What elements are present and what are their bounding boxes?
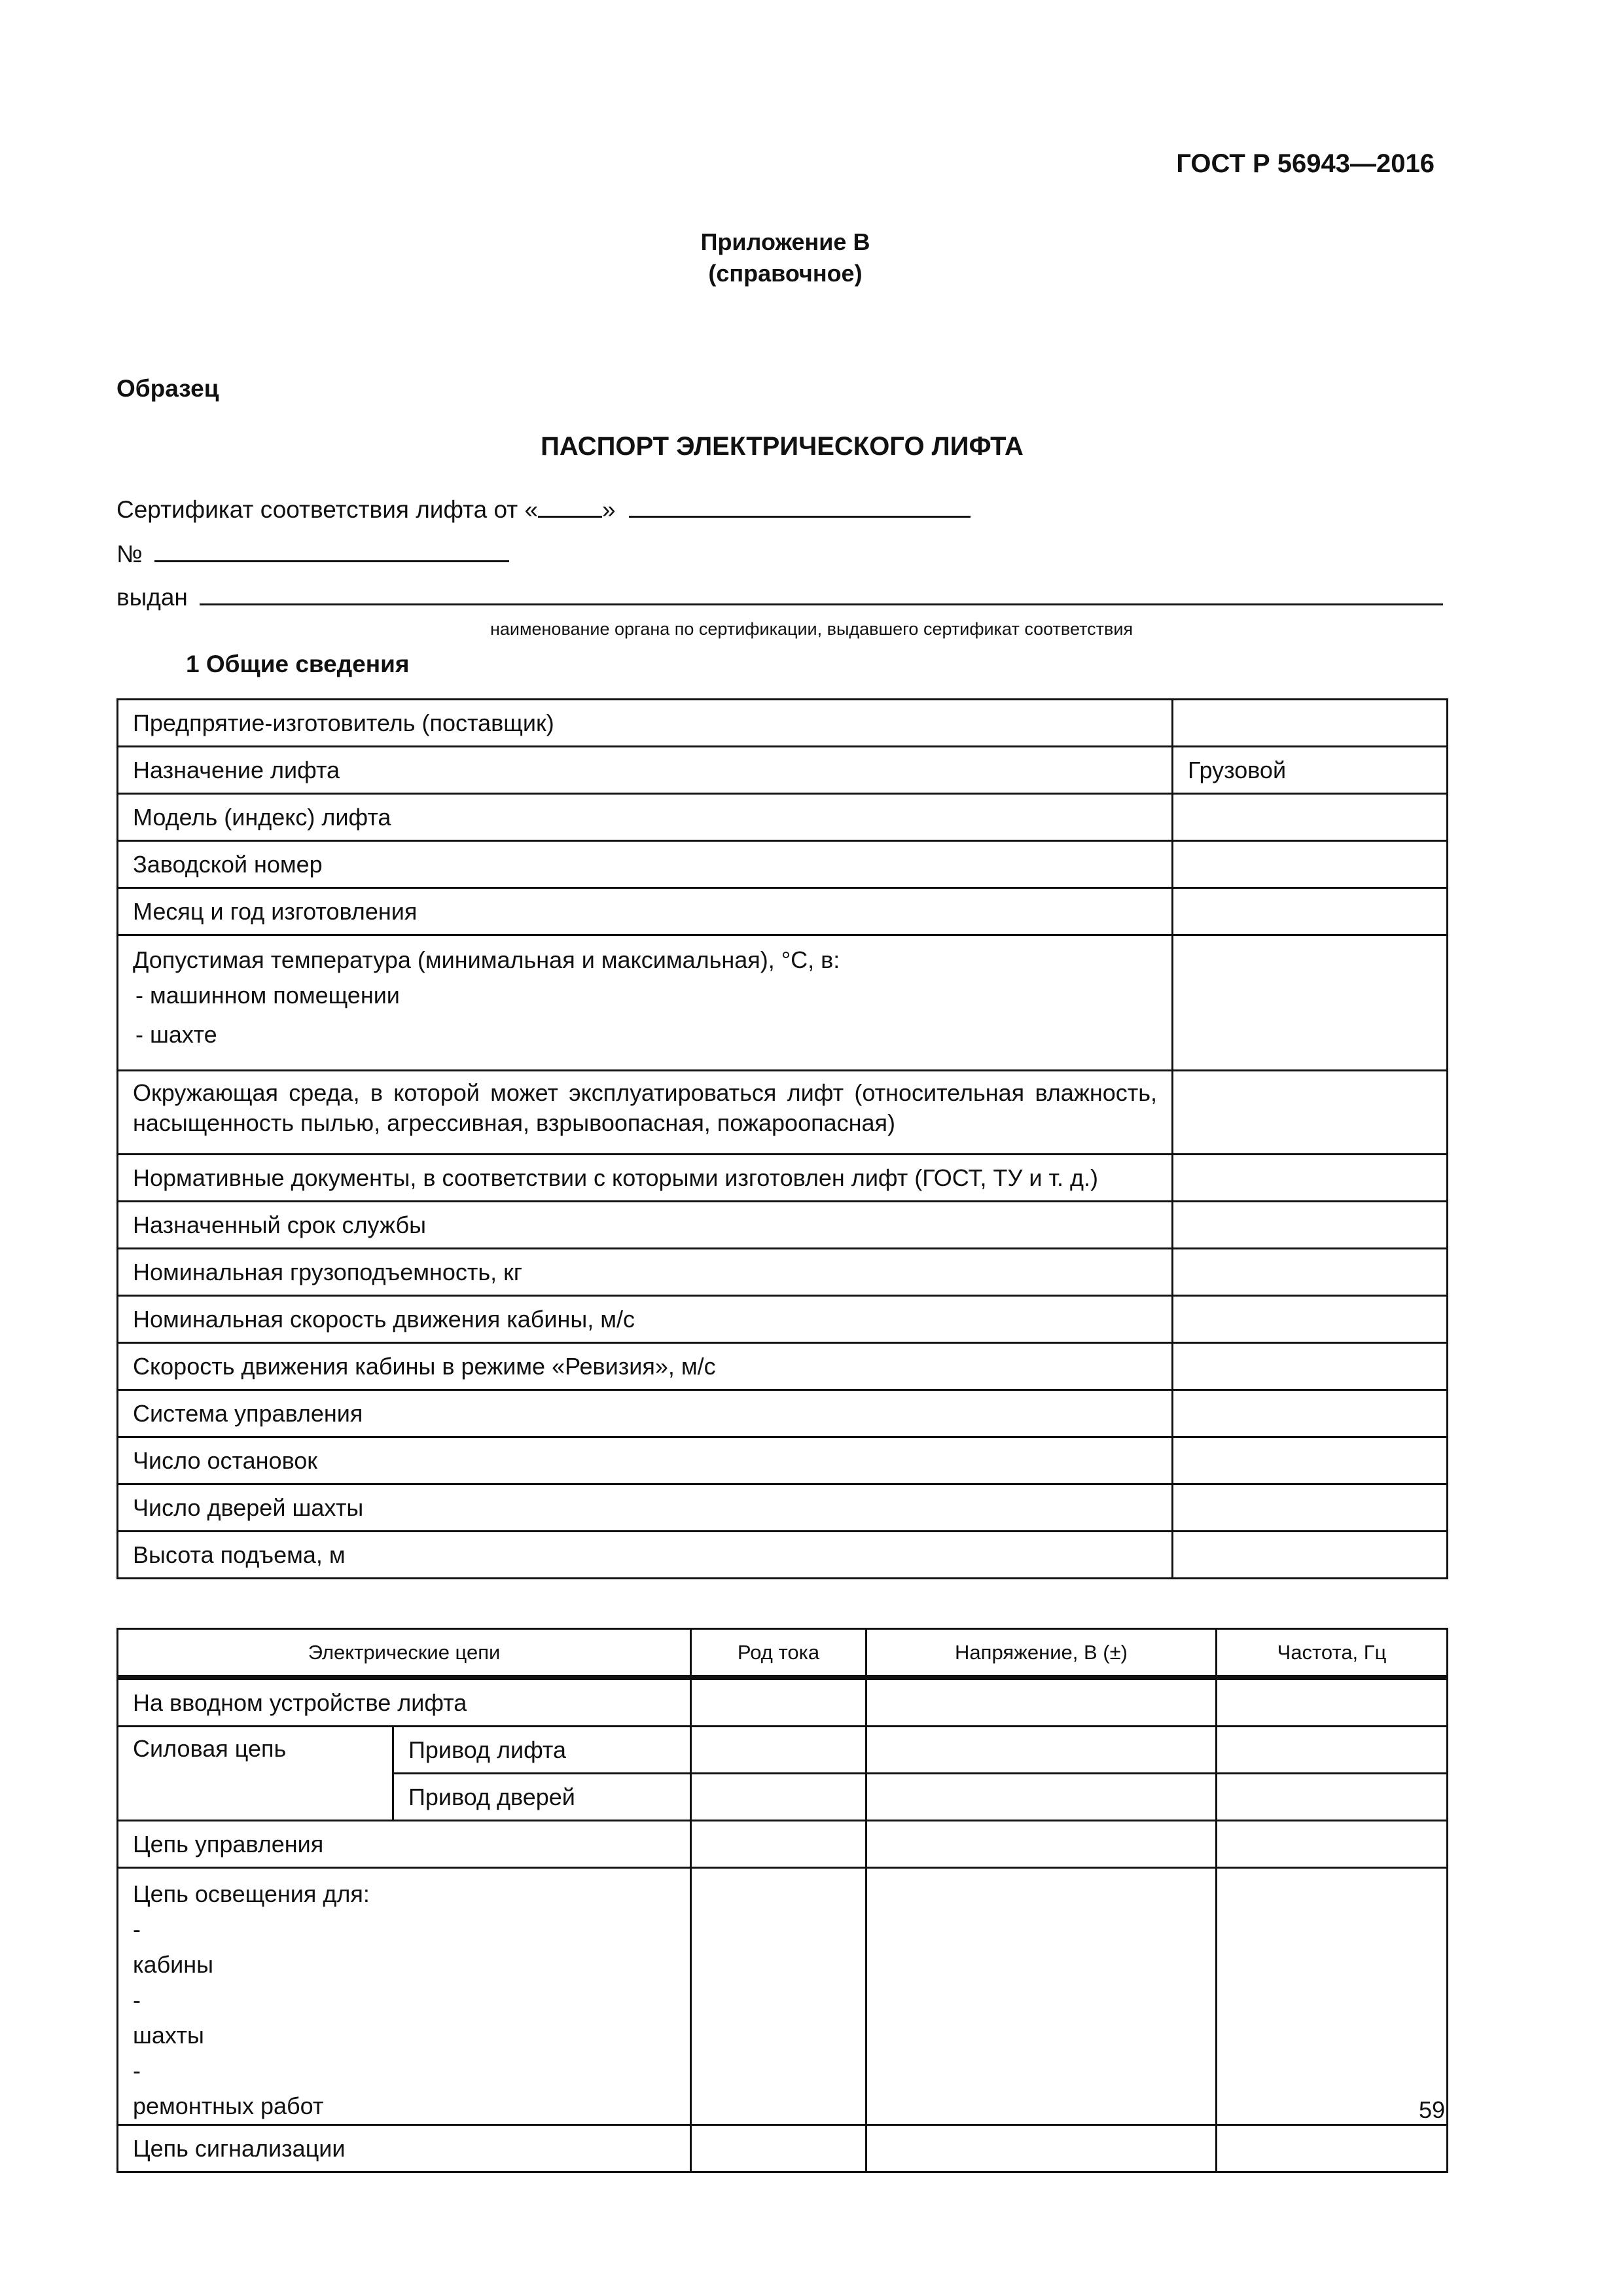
drive-lift-label: Привод лифта	[393, 1727, 691, 1774]
row-label	[118, 935, 1173, 1071]
cell-frequency[interactable]	[1217, 1677, 1448, 1727]
certificate-day-blank[interactable]	[538, 492, 602, 518]
certificate-issuer-blank[interactable]	[200, 580, 1443, 605]
lighting-circuit-label	[118, 1868, 691, 2125]
row-label: Окружающая среда, в которой может эксплуатироваться лифт (относительная влажность, насыщенность пылью, агрессивная, взрывоопасная, пожароопасная)	[118, 1071, 1173, 1155]
row-label: Месяц и год изготовления	[118, 888, 1173, 935]
cell-voltage[interactable]	[866, 1727, 1217, 1774]
certificate-number-blank[interactable]	[154, 537, 509, 562]
signal-circuit-label: Цепь сигнализации	[118, 2125, 691, 2172]
certificate-date-blank[interactable]	[629, 492, 971, 518]
row-label: Модель (индекс) лифта	[118, 794, 1173, 841]
cell-voltage[interactable]	[866, 1868, 1217, 2125]
cell-frequency[interactable]	[1217, 1774, 1448, 1821]
row-value[interactable]	[1173, 1390, 1448, 1437]
table-row	[118, 888, 1448, 935]
table-row	[118, 1202, 1448, 1249]
row-label: Назначенный срок службы	[118, 1202, 1173, 1249]
row-value[interactable]	[1173, 1071, 1448, 1155]
row-value[interactable]	[1173, 1532, 1448, 1579]
table-header-row	[118, 1629, 1448, 1678]
cell-current-type[interactable]	[691, 1821, 866, 1868]
row-label: Заводской номер	[118, 841, 1173, 888]
row-label: Назначение лифта	[118, 747, 1173, 794]
header-voltage: Напряжение, В (±)	[866, 1629, 1217, 1678]
cell-current-type[interactable]	[691, 1868, 866, 2125]
cell-current-type[interactable]	[691, 1677, 866, 1727]
table-row	[118, 841, 1448, 888]
header-current-type: Род тока	[691, 1629, 866, 1678]
table-row	[118, 1532, 1448, 1579]
drive-doors-label: Привод дверей	[393, 1774, 691, 1821]
table-row	[118, 700, 1448, 747]
temperature-machine-room: - машинном помещении	[135, 982, 400, 1009]
row-label: Номинальная скорость движения кабины, м/с	[118, 1296, 1173, 1343]
annex-heading	[0, 226, 1571, 289]
cell-frequency[interactable]	[1217, 2125, 1448, 2172]
cell-voltage[interactable]	[866, 1774, 1217, 1821]
row-value[interactable]	[1173, 935, 1448, 1071]
row-value[interactable]	[1173, 700, 1448, 747]
annex-title: Приложение В	[700, 228, 870, 255]
table-row	[118, 1071, 1448, 1155]
table-row	[118, 1390, 1448, 1437]
row-value[interactable]	[1173, 1202, 1448, 1249]
cell-frequency[interactable]	[1217, 1727, 1448, 1774]
sample-label: Образец	[116, 375, 219, 402]
table-row	[118, 1437, 1448, 1484]
lighting-item-repair: - ремонтных работ	[133, 2057, 324, 2119]
number-label: №	[116, 541, 143, 567]
cell-voltage[interactable]	[866, 1677, 1217, 1727]
table-row	[118, 1821, 1448, 1868]
cell-current-type[interactable]	[691, 1774, 866, 1821]
row-label: Нормативные документы, в соответствии с которыми изготовлен лифт (ГОСТ, ТУ и т. д.)	[118, 1155, 1173, 1202]
table-row	[118, 935, 1448, 1071]
table-row	[118, 1868, 1448, 2125]
temperature-shaft: - шахте	[135, 1021, 217, 1048]
table-row	[118, 1677, 1448, 1727]
certificate-mid: »	[602, 496, 616, 523]
electrical-circuits-table	[116, 1628, 1448, 2173]
table-row	[118, 2125, 1448, 2172]
header-frequency: Частота, Гц	[1217, 1629, 1448, 1678]
temperature-label: Допустимая температура (минимальная и максимальная), °С, в:	[133, 946, 840, 973]
document-title: ПАСПОРТ ЭЛЕКТРИЧЕСКОГО ЛИФТА	[541, 432, 1024, 461]
row-label: Число остановок	[118, 1437, 1173, 1484]
row-label: Высота подъема, м	[118, 1532, 1173, 1579]
cell-frequency[interactable]	[1217, 1868, 1448, 2125]
annex-subtitle: (справочное)	[708, 260, 863, 287]
header-circuits: Электрические цепи	[118, 1629, 691, 1678]
table-row	[118, 747, 1448, 794]
certificate-date-line	[116, 492, 971, 524]
row-value[interactable]	[1173, 841, 1448, 888]
table-row	[118, 1484, 1448, 1532]
row-value[interactable]	[1173, 794, 1448, 841]
table-row	[118, 1249, 1448, 1296]
cell-voltage[interactable]	[866, 2125, 1217, 2172]
row-label: Число дверей шахты	[118, 1484, 1173, 1532]
certificate-prefix: Сертификат соответствия лифта от «	[116, 496, 539, 523]
issuer-caption: наименование органа по сертификации, выдавшего сертификат соответствия	[490, 619, 1133, 639]
row-value[interactable]	[1173, 1155, 1448, 1202]
row-value[interactable]	[1173, 1343, 1448, 1390]
general-info-table	[116, 698, 1448, 1579]
table-row	[118, 1343, 1448, 1390]
table-row	[118, 1296, 1448, 1343]
row-value[interactable]	[1173, 1249, 1448, 1296]
row-label: Система управления	[118, 1390, 1173, 1437]
row-value[interactable]	[1173, 1484, 1448, 1532]
table-row	[118, 1727, 1448, 1774]
table-row	[118, 1155, 1448, 1202]
section-1-title: 1 Общие сведения	[186, 651, 410, 677]
cell-current-type[interactable]	[691, 1727, 866, 1774]
row-label: Скорость движения кабины в режиме «Ревизия», м/с	[118, 1343, 1173, 1390]
control-circuit-label: Цепь управления	[118, 1821, 691, 1868]
row-value[interactable]: Грузовой	[1173, 747, 1448, 794]
cell-voltage[interactable]	[866, 1821, 1217, 1868]
certificate-number-line	[116, 537, 509, 568]
page-number: 59	[1418, 2096, 1445, 2123]
standard-id: ГОСТ Р 56943—2016	[1176, 149, 1435, 178]
row-value[interactable]	[1173, 1296, 1448, 1343]
lighting-item-cabin: - кабины	[133, 1916, 214, 1978]
lighting-title: Цепь освещения для:	[133, 1880, 370, 1907]
row-value[interactable]	[1173, 888, 1448, 935]
cell-frequency[interactable]	[1217, 1821, 1448, 1868]
row-label: Предпрятие-изготовитель (поставщик)	[118, 700, 1173, 747]
cell-current-type[interactable]	[691, 2125, 866, 2172]
issued-label: выдан	[116, 584, 188, 611]
table-row	[118, 794, 1448, 841]
row-label: Номинальная грузоподъемность, кг	[118, 1249, 1173, 1296]
power-circuit-label: Силовая цепь	[118, 1727, 393, 1821]
lighting-item-shaft: - шахты	[133, 1986, 204, 2049]
certificate-issued-line	[116, 580, 1443, 611]
input-device-label: На вводном устройстве лифта	[118, 1677, 691, 1727]
row-value[interactable]	[1173, 1437, 1448, 1484]
